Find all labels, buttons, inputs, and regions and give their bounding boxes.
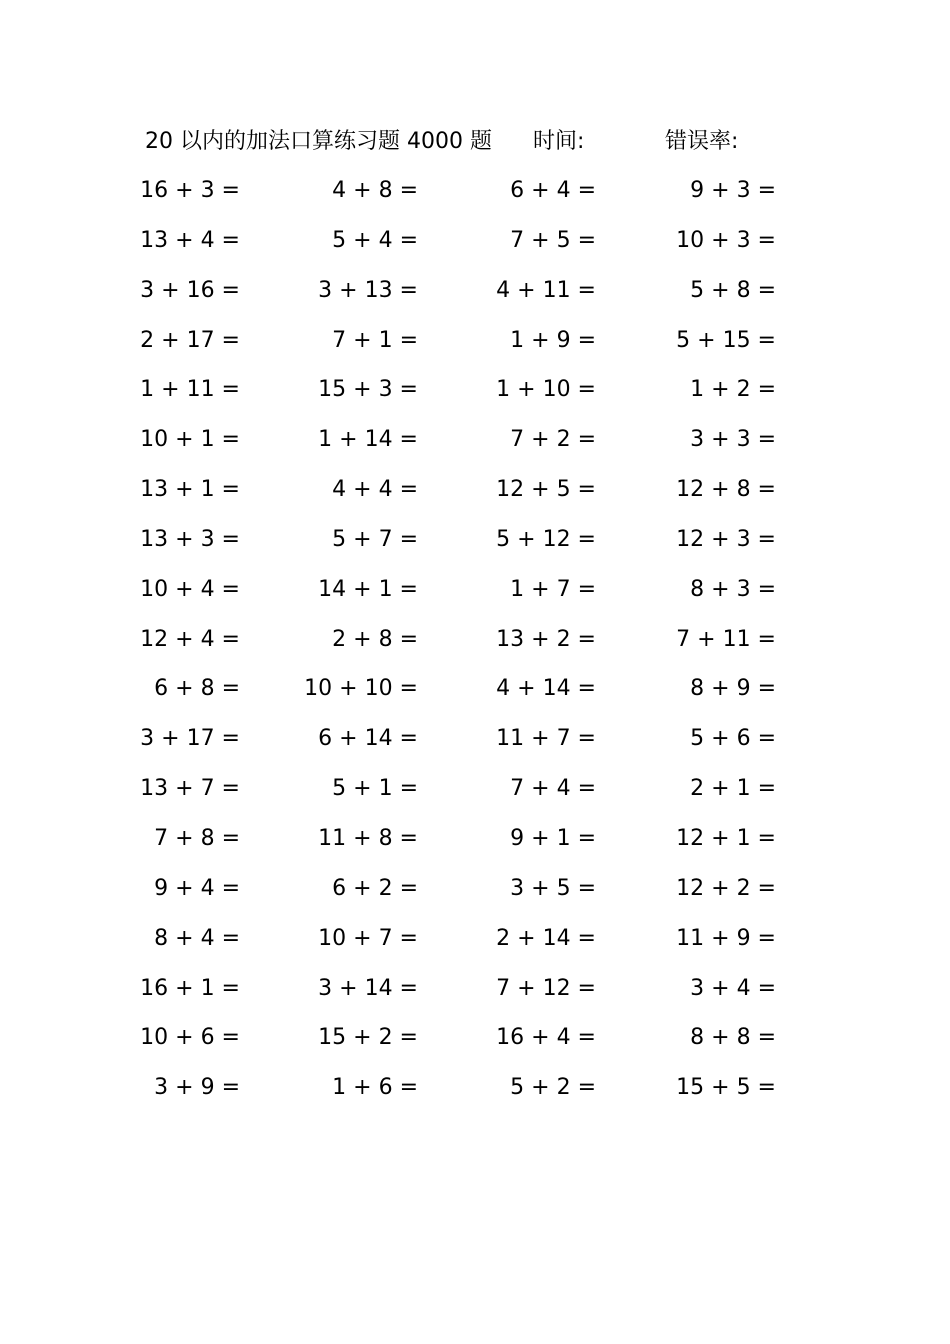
- math-problem: 8 + 8 =: [690, 1025, 776, 1051]
- math-problem: 13 + 7 =: [140, 776, 240, 802]
- math-problem: 3 + 14 =: [318, 975, 418, 1001]
- problem-row: [0, 570, 950, 620]
- math-problem: 11 + 8 =: [318, 825, 418, 851]
- math-problem: 8 + 9 =: [690, 676, 776, 702]
- math-problem: 15 + 5 =: [676, 1075, 776, 1101]
- math-problem: 11 + 9 =: [676, 925, 776, 951]
- problem-row: [0, 919, 950, 969]
- math-problem: 12 + 1 =: [676, 825, 776, 851]
- math-problem: 9 + 1 =: [510, 825, 596, 851]
- math-problem: 3 + 13 =: [318, 277, 418, 303]
- problem-row: [0, 470, 950, 520]
- worksheet-header: [0, 124, 950, 160]
- math-problem: 3 + 3 =: [690, 427, 776, 453]
- math-problem: 6 + 8 =: [154, 676, 240, 702]
- math-problem: 5 + 1 =: [332, 776, 418, 802]
- math-problem: 4 + 14 =: [496, 676, 596, 702]
- math-problem: 6 + 4 =: [510, 178, 596, 203]
- math-problem: 11 + 7 =: [496, 726, 596, 752]
- problem-row: [0, 620, 950, 670]
- problem-row: [0, 370, 950, 420]
- math-problem: 1 + 9 =: [510, 327, 596, 353]
- math-problem: 10 + 7 =: [318, 925, 418, 951]
- math-problem: 8 + 4 =: [154, 925, 240, 951]
- math-problem: 6 + 2 =: [332, 875, 418, 901]
- math-problem: 2 + 1 =: [690, 776, 776, 802]
- worksheet-title: 20 以内的加法口算练习题 4000 题: [145, 129, 492, 154]
- math-problem: 3 + 16 =: [140, 277, 240, 303]
- math-problem: 4 + 8 =: [332, 178, 418, 203]
- math-problem: 5 + 6 =: [690, 726, 776, 752]
- math-problem: 1 + 14 =: [318, 427, 418, 453]
- math-problem: 7 + 12 =: [496, 975, 596, 1001]
- math-problem: 10 + 6 =: [140, 1025, 240, 1051]
- math-problem: 15 + 2 =: [318, 1025, 418, 1051]
- math-problem: 13 + 3 =: [140, 526, 240, 552]
- problem-row: [0, 669, 950, 719]
- problem-row: [0, 1068, 950, 1118]
- problem-row: [0, 1018, 950, 1068]
- problem-row: [0, 819, 950, 869]
- error-rate-label: 错误率:: [665, 129, 739, 154]
- problem-row: [0, 520, 950, 570]
- math-problem: 13 + 2 =: [496, 626, 596, 652]
- math-problem: 1 + 6 =: [332, 1075, 418, 1101]
- math-problem: 10 + 4 =: [140, 576, 240, 602]
- math-problem: 13 + 4 =: [140, 227, 240, 253]
- math-problem: 1 + 10 =: [496, 377, 596, 403]
- math-problem: 3 + 5 =: [510, 875, 596, 901]
- math-problem: 7 + 2 =: [510, 427, 596, 453]
- math-problem: 4 + 11 =: [496, 277, 596, 303]
- problem-row: [0, 969, 950, 1019]
- math-problem: 8 + 3 =: [690, 576, 776, 602]
- math-problem: 3 + 4 =: [690, 975, 776, 1001]
- math-problem: 14 + 1 =: [318, 576, 418, 602]
- math-problem: 7 + 1 =: [332, 327, 418, 353]
- math-problem: 16 + 1 =: [140, 975, 240, 1001]
- math-problem: 2 + 14 =: [496, 925, 596, 951]
- math-problem: 7 + 5 =: [510, 227, 596, 253]
- math-problem: 16 + 3 =: [140, 178, 240, 203]
- problem-row: [0, 271, 950, 321]
- math-problem: 7 + 11 =: [676, 626, 776, 652]
- math-problem: 16 + 4 =: [496, 1025, 596, 1051]
- problem-row: [0, 420, 950, 470]
- math-problem: 1 + 11 =: [140, 377, 240, 403]
- math-problem: 5 + 8 =: [690, 277, 776, 303]
- math-problem: 9 + 4 =: [154, 875, 240, 901]
- math-problem: 6 + 14 =: [318, 726, 418, 752]
- math-problem: 12 + 8 =: [676, 477, 776, 503]
- math-problem: 5 + 7 =: [332, 526, 418, 552]
- math-problem: 15 + 3 =: [318, 377, 418, 403]
- math-problem: 4 + 4 =: [332, 477, 418, 503]
- problem-row: [0, 321, 950, 371]
- math-problem: 2 + 17 =: [140, 327, 240, 353]
- math-problem: 9 + 3 =: [690, 178, 776, 203]
- math-problem: 12 + 5 =: [496, 477, 596, 503]
- problem-row: [0, 171, 950, 221]
- problem-row: [0, 719, 950, 769]
- math-problem: 10 + 10 =: [304, 676, 418, 702]
- math-problem: 12 + 3 =: [676, 526, 776, 552]
- math-problem: 12 + 2 =: [676, 875, 776, 901]
- math-problem: 1 + 2 =: [690, 377, 776, 403]
- math-problem: 5 + 12 =: [496, 526, 596, 552]
- math-problem: 10 + 3 =: [676, 227, 776, 253]
- problem-row: [0, 869, 950, 919]
- math-problem: 12 + 4 =: [140, 626, 240, 652]
- math-problem: 7 + 8 =: [154, 825, 240, 851]
- problem-grid: [0, 171, 950, 1118]
- math-problem: 10 + 1 =: [140, 427, 240, 453]
- math-problem: 5 + 15 =: [676, 327, 776, 353]
- math-problem: 7 + 4 =: [510, 776, 596, 802]
- math-problem: 5 + 2 =: [510, 1075, 596, 1101]
- math-problem: 3 + 17 =: [140, 726, 240, 752]
- math-problem: 5 + 4 =: [332, 227, 418, 253]
- math-problem: 1 + 7 =: [510, 576, 596, 602]
- problem-row: [0, 221, 950, 271]
- math-problem: 13 + 1 =: [140, 477, 240, 503]
- math-problem: 3 + 9 =: [154, 1075, 240, 1101]
- problem-row: [0, 769, 950, 819]
- time-label: 时间:: [533, 129, 585, 154]
- math-problem: 2 + 8 =: [332, 626, 418, 652]
